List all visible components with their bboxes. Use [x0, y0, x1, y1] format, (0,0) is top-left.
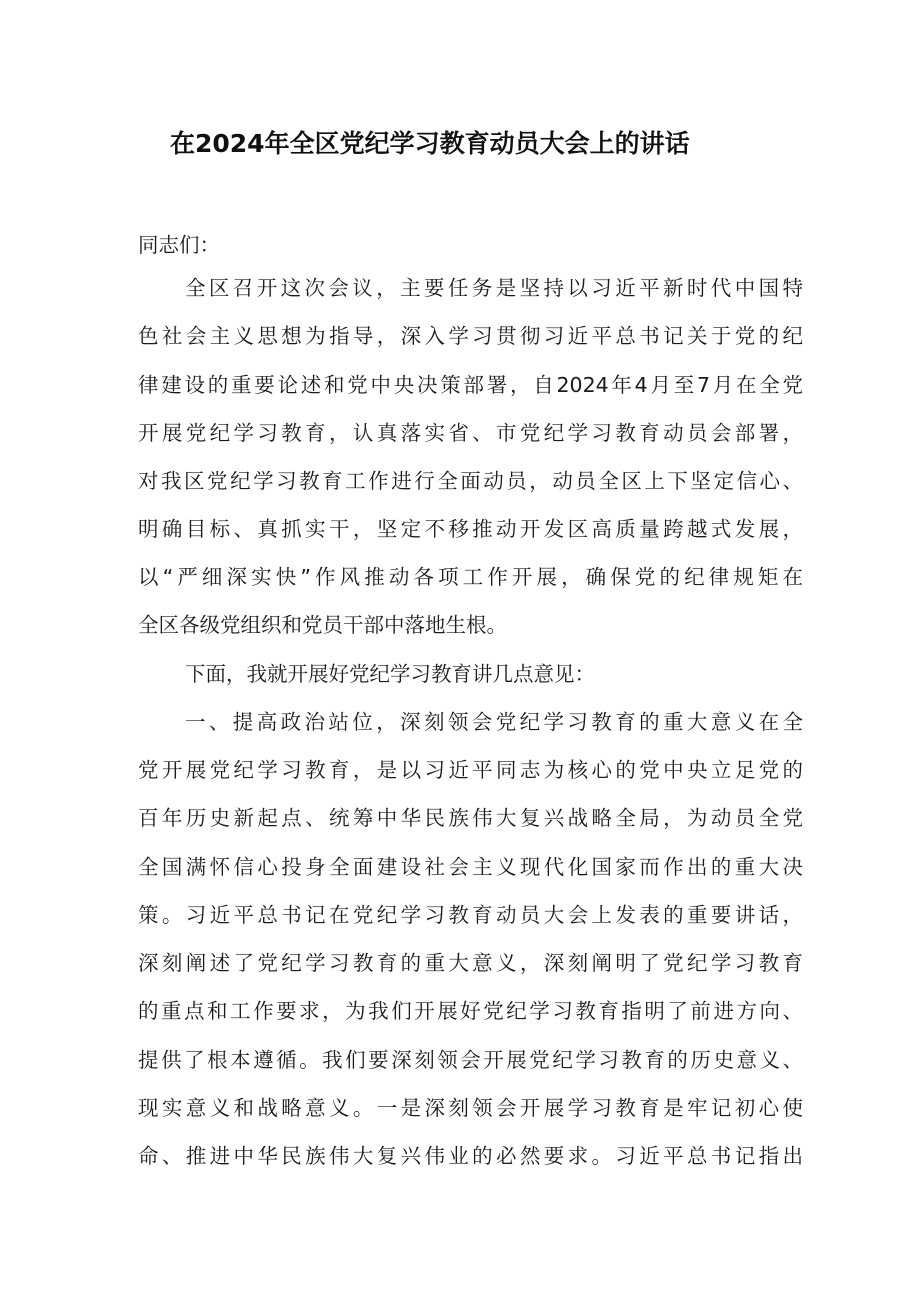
paragraph-line: 全区召开这次会议，主要任务是坚持以习近平新时代中国特 [185, 276, 803, 300]
paragraph-line: 党开展党纪学习教育，是以习近平同志为核心的党中央立足党的 [138, 758, 803, 782]
paragraph-line: 开展党纪学习教育，认真落实省、市党纪学习教育动员会部署， [138, 421, 803, 445]
paragraph-line: 以“严细深实快”作风推动各项工作开展，确保党的纪律规矩在 [138, 565, 803, 589]
section-heading-line: 一、提高政治站位，深刻领会党纪学习教育的重大意义在全 [185, 710, 803, 734]
paragraph-line: 命、推进中华民族伟大复兴伟业的必然要求。习近平总书记指出 [138, 1144, 803, 1168]
paragraph-line: 全区各级党组织和党员干部中落地生根。 [138, 613, 507, 637]
salutation: 同志们： [138, 233, 220, 257]
paragraph-line: 律建设的重要论述和党中央决策部署，自2024年4月至7月在全党 [138, 373, 803, 397]
paragraph-line: 深刻阐述了党纪学习教育的重大意义，深刻阐明了党纪学习教育 [138, 951, 803, 975]
paragraph-line: 色社会主义思想为指导，深入学习贯彻习近平总书记关于党的纪 [138, 324, 803, 348]
paragraph-line: 对我区党纪学习教育工作进行全面动员，动员全区上下坚定信心、 [138, 469, 803, 493]
paragraph-line: 提供了根本遵循。我们要深刻领会开展党纪学习教育的历史意义、 [138, 1048, 803, 1072]
paragraph-line: 策。习近平总书记在党纪学习教育动员大会上发表的重要讲话， [138, 903, 803, 927]
paragraph-line: 百年历史新起点、统筹中华民族伟大复兴战略全局，为动员全党 [138, 806, 803, 830]
paragraph-line: 明确目标、真抓实干，坚定不移推动开发区高质量跨越式发展， [138, 517, 803, 541]
paragraph-line: 的重点和工作要求，为我们开展好党纪学习教育指明了前进方向、 [138, 999, 803, 1023]
paragraph-line: 下面，我就开展好党纪学习教育讲几点意见： [185, 662, 595, 686]
document-title: 在2024年全区党纪学习教育动员大会上的讲话 [170, 129, 690, 158]
paragraph-line: 全国满怀信心投身全面建设社会主义现代化国家而作出的重大决 [138, 855, 803, 879]
paragraph-line: 现实意义和战略意义。一是深刻领会开展学习教育是牢记初心使 [138, 1096, 803, 1120]
